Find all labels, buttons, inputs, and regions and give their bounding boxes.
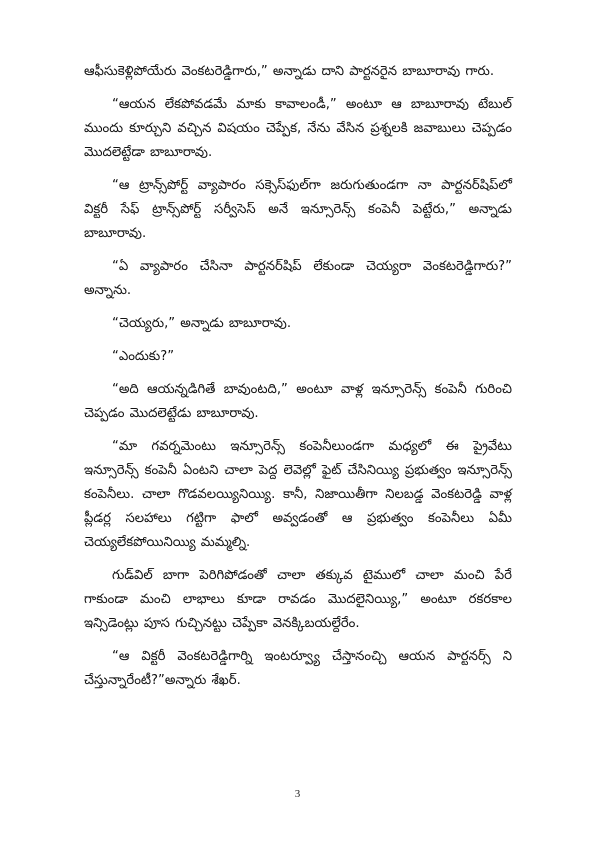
body-text [84,60,512,702]
paragraph-5: “చెయ్యరు,” అన్నాడు బాబూరావు. [112,316,292,331]
paragraph-1: ఆఫీసుకెళ్లిపోయేరు వెంకటరెడ్డిగారు,” అన్నాడు దాని పార్టనరైన బాబూరావు గారు. [84,64,495,79]
paragraph-4: “ఏ వ్యాపారం చేసినా పార్టనర్‌షిప్ లేకుండా చెయ్యరా వెంకటరెడ్డిగారు?” అన్నాను. [84,259,512,298]
paragraph-6: “ఎందుకు?” [112,349,175,364]
paragraph-2: “ఆయన లేకపోవడమే మాకు కావాలండీ,” అంటూ ఆ బాబూరావు టేబుల్ ముందు కూర్చుని వచ్చిన విషయం చెప్పేక, నేను వేసిన ప్రశ్నలకి జవాబులు చెప్పడం మొదలెట్టేడా బాబూరావు. [84,97,512,160]
paragraph-9: గుడ్‌విల్ బాగా పెరిగిపోడంతో చాలా తక్కువ టైములో చాలా మంచి పేరే గాకుండా మంచి లాభాలు కూడా రావడం మొదలైనియ్యి,” అంటూ రకరకాల ఇన్సిడెంట్లు పూస గుచ్చినట్టు చెప్పేకా వెనక్కిబయల్దేరేం. [84,568,512,631]
page-number: 3 [294,788,301,800]
paragraph-10: “ఆ విక్టరీ వెంకటరెడ్డిగార్ని ఇంటర్వ్యూ చేస్తానంచ్చి ఆయన పార్టనర్స్ ని చేస్తున్నారేంటీ?”అన్నారు శేఖర్. [84,649,512,688]
paragraph-3: “ఆ ట్రాన్స్‌పోర్ట్ వ్యాపారం సక్సెస్‌ఫుల్‌గా జరుగుతుండగా నా పార్టనర్‌షిప్‌లో విక్టరీ సేఫ్ ట్రాన్స్‌పోర్ట్ సర్వీసెస్ అనే ఇన్సూరెన్స్ కంపెనీ పెట్టేరు,” అన్నాడు బాబూరావు. [84,178,512,241]
paragraph-7: “అది ఆయన్నడిగితే బావుంటది,” అంటూ వాళ్ల ఇన్సూరెన్స్ కంపెనీ గురించి చెప్పడం మొదలెట్టేడు బాబూరావు. [84,382,512,421]
paragraph-8: “మా గవర్నమెంటు ఇన్సూరెన్స్ కంపెనీలుండగా మధ్యలో ఈ ప్రైవేటు ఇన్సూరెన్స్ కంపెనీ ఏంటని చాలా పెద్ద లెవెల్లో ఫైట్ చేసినియ్యి ప్రభుత్వం ఇన్సూరెన్స్ కంపెనీలు. చాలా గొడవలయ్యినియ్యి. కానీ, నిజాయితీగా నిలబడ్డ వెంకటరెడ్డి వాళ్ల ప్లీడర్ల సలహాలు గట్టిగా ఫాలో అవ్వడంతో ఆ ప్రభుత్వం కంపెనీలు ఏమీ చెయ్యలేకపోయినియ్యి మమ్మల్ని. [84,439,512,550]
